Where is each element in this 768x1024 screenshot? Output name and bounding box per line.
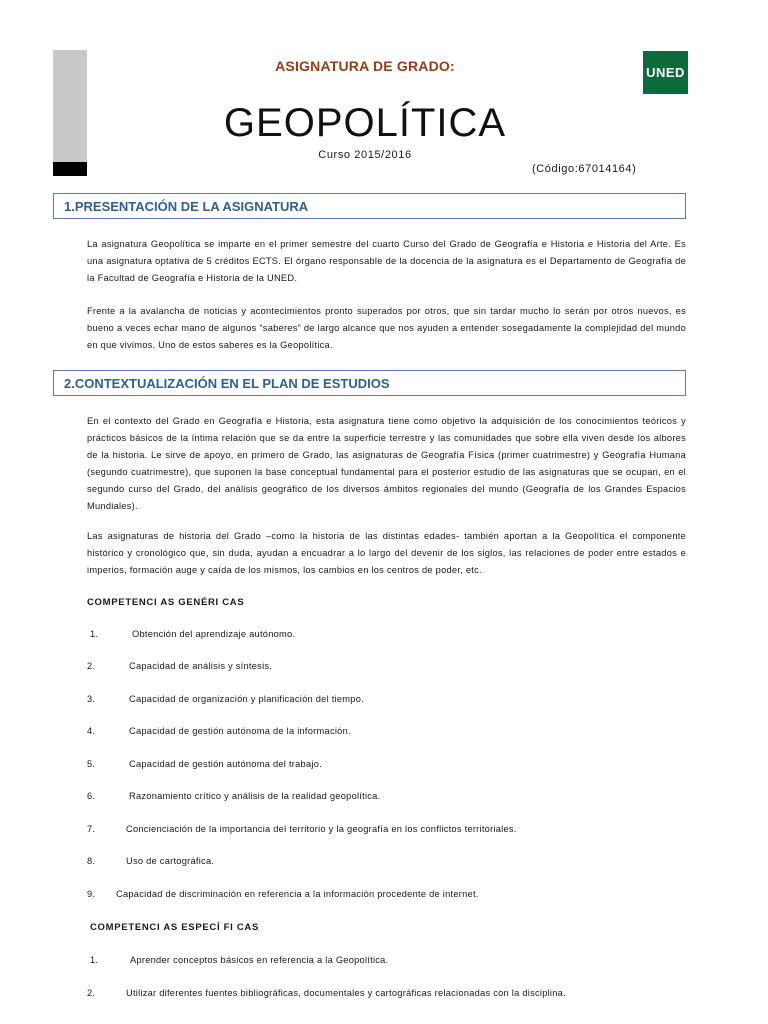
paragraph: En el contexto del Grado en Geografía e Historia, esta asignatura tiene como objetivo la adquisición de los conocimientos teóricos y prácticos básicos de la íntima relación que se da entre la superficie terrestre y las comunidades que sobre ella viven desde los albores de la historia. Le sirve de apoyo, en primero de Grado, las asignaturas de Geografía Física (primer cuatrimestre) y Geografía Humana (segundo cuatrimestre), que suponen la base conceptual fundamental para el posterior estudio de las asignaturas que se ocupan, en el segundo curso del Grado, del análisis geográfico de los diversos ámbitos regionales del mundo (Geografía de los Grandes Espacios Mundiales).	[87, 416, 686, 511]
paragraph: Frente a la avalancha de noticias y acontecimientos pronto superados por otros, que sin tardar mucho lo serán por otros nuevos, es bueno a veces echar mano de algunos “saberes” de largo alcance que nos ayuden a entender sosegadamente la complejidad del mundo en que vivimos. Uno de estos saberes es la Geopolítica.	[87, 306, 686, 350]
generic-competences-heading: COMPETENCI AS GENÉRI CAS	[87, 597, 245, 608]
specific-competences-heading: COMPETENCI AS ESPECÍ FI CAS	[90, 922, 259, 933]
paragraph: La asignatura Geopolítica se imparte en el primer semestre del cuarto Curso del Grado de Geografía e Historia e Historia del Arte. Es una asignatura optativa de 5 créditos ECTS. El órgano responsable de la docencia de la asignatura es el Departamento de Geografía de la Facultad de Geografía e Historia de la UNED.	[87, 239, 686, 283]
uned-logo: UNED	[643, 51, 688, 94]
subject-code: (Código:67014164)	[532, 163, 637, 175]
section-heading-context: 2.CONTEXTUALIZACIÓN EN EL PLAN DE ESTUDIOS	[53, 370, 686, 396]
decorative-black-bar	[53, 162, 87, 176]
section-heading-presentation: 1.PRESENTACIÓN DE LA ASIGNATURA	[53, 193, 686, 219]
document-kicker: ASIGNATURA DE GRADO:	[275, 58, 455, 74]
paragraph: Las asignaturas de historia del Grado –como la historia de las distintas edades- también aportan a la Geopolítica el componente histórico y cronológico que, sin duda, ayudan a encuadrar a lo largo del devenir de los siglos, las relaciones de poder entre estados e imperios, formación auge y caída de los mismos, los cambios en los centros de poder, etc.	[87, 531, 686, 575]
course-year: Curso 2015/2016	[318, 149, 412, 161]
page-title: GEOPOLÍTICA	[223, 101, 507, 145]
